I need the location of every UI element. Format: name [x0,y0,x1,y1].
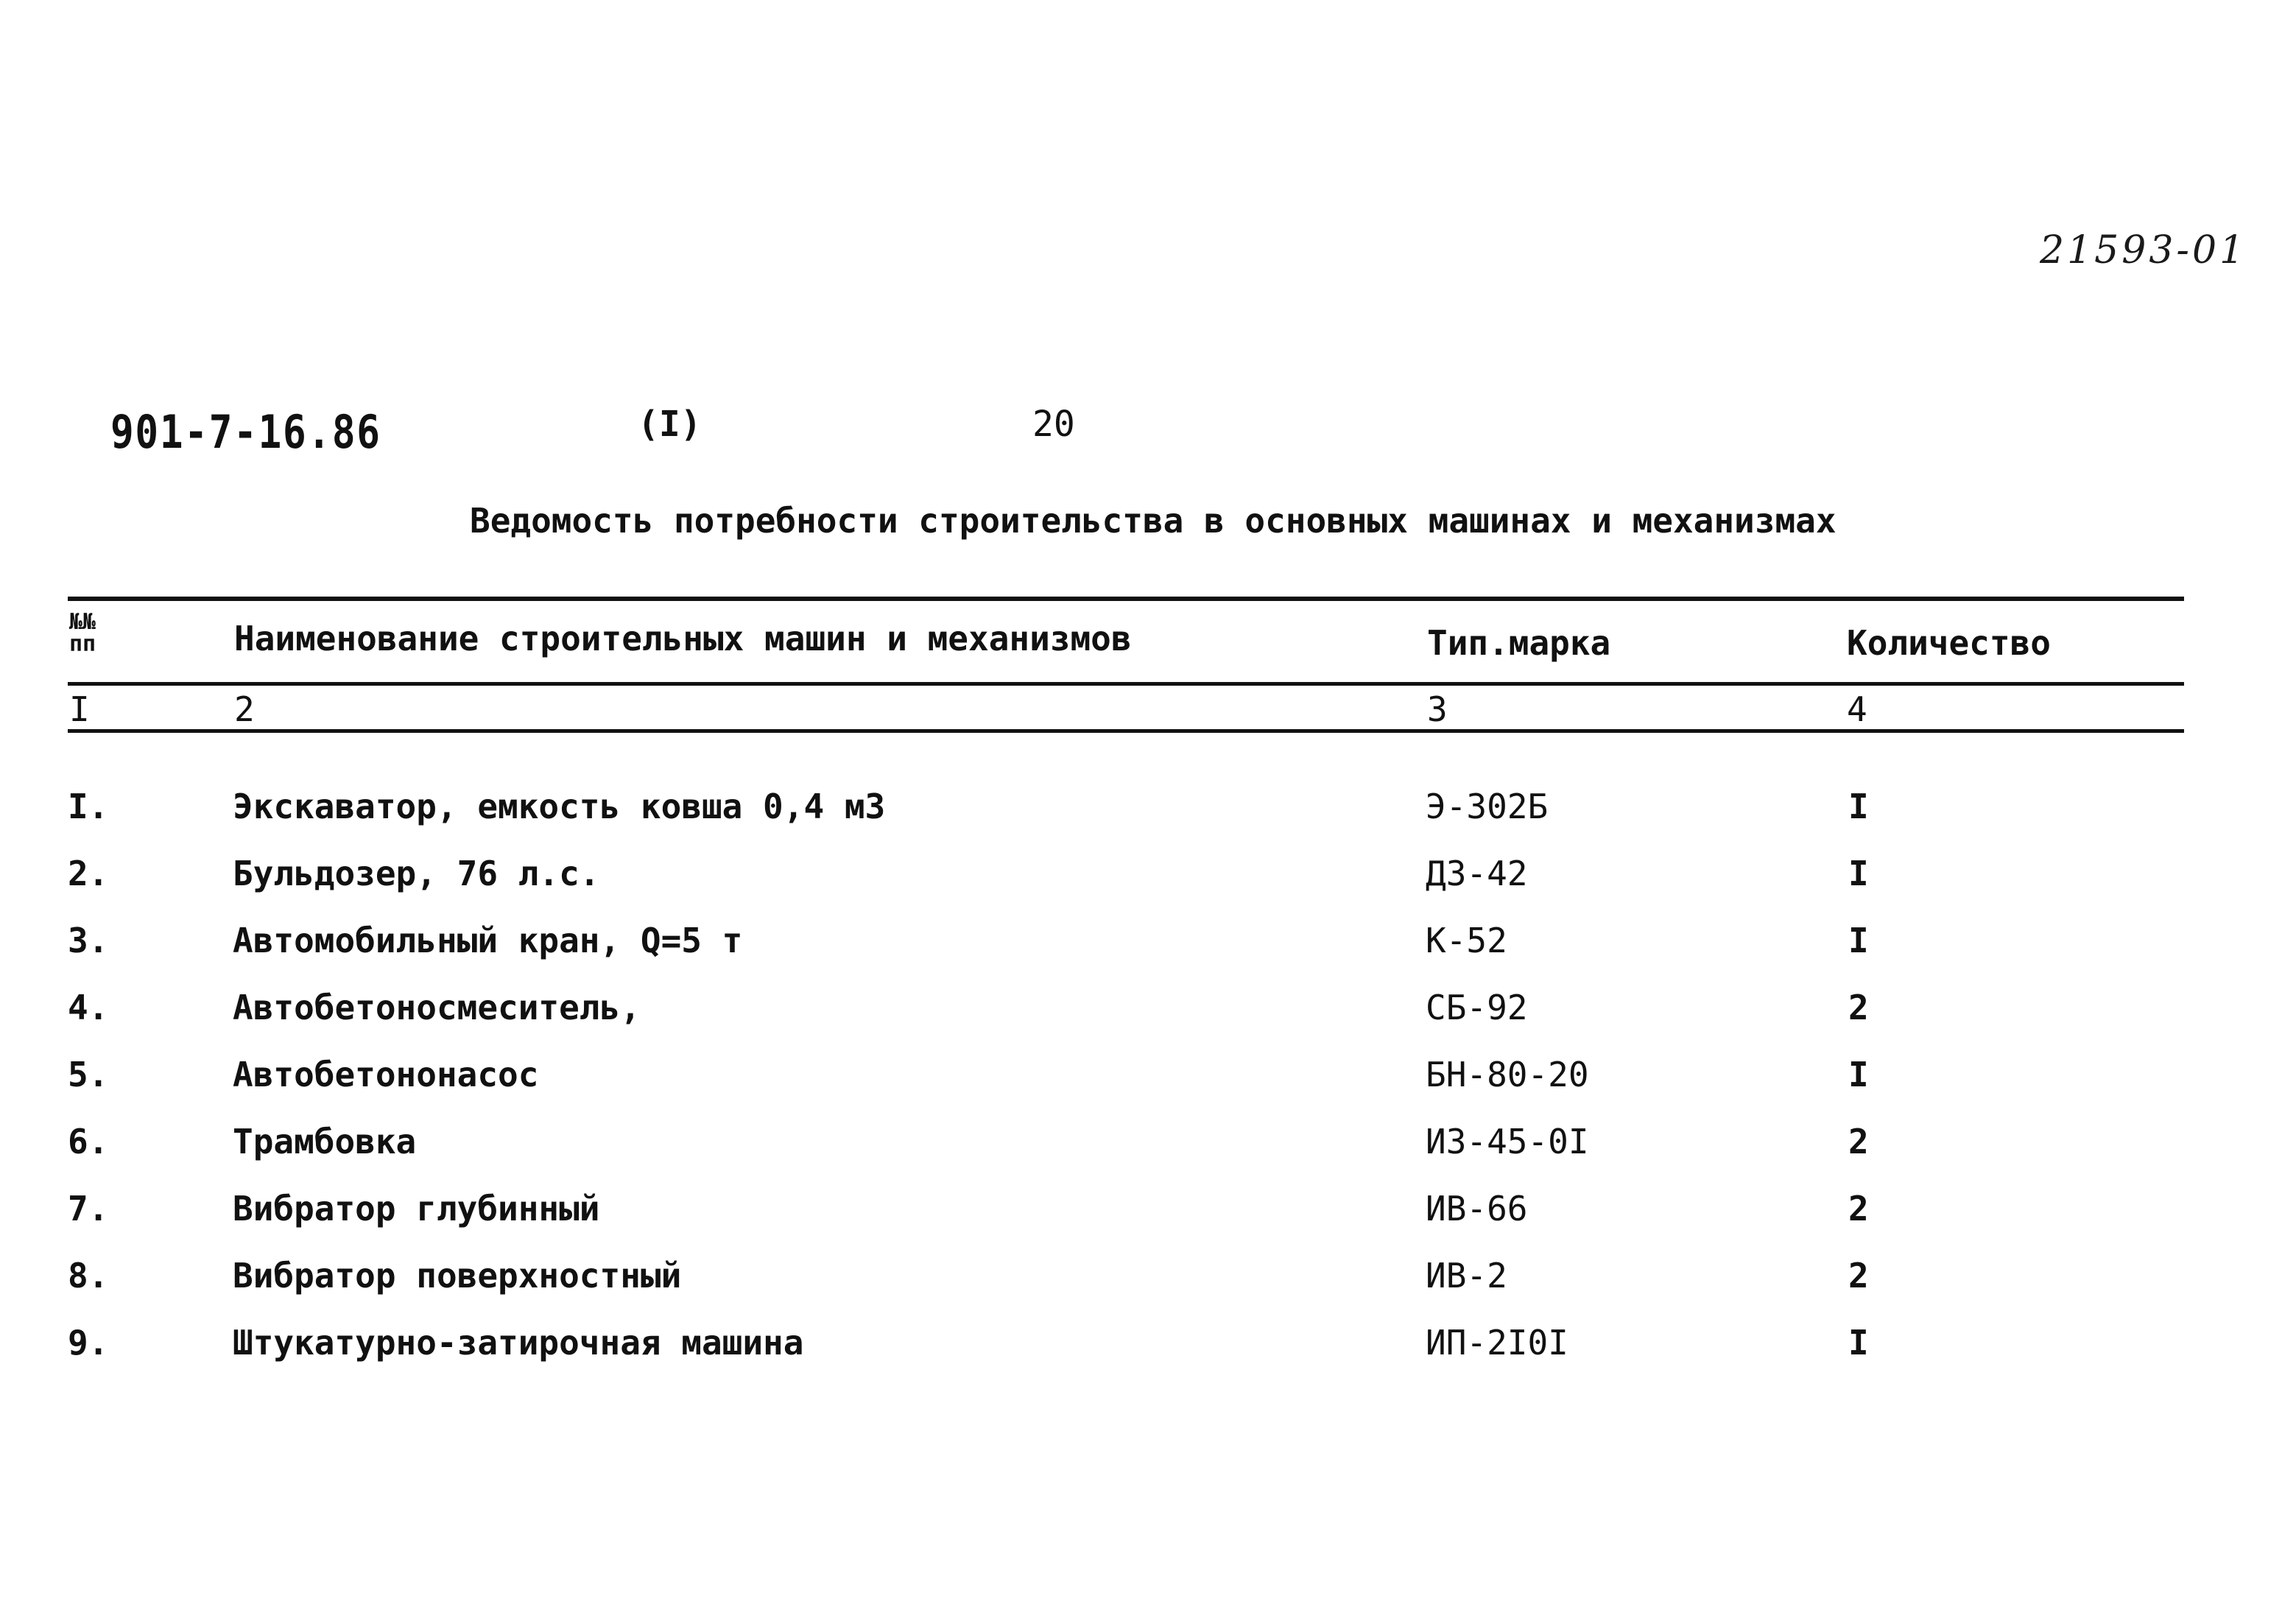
row-name: Бульдозер, 76 л.с. [233,854,600,893]
column-number-1: I [69,689,90,729]
header-number: №№ пп [69,609,96,657]
row-type: СБ-92 [1426,988,1528,1027]
row-name: Вибратор глубинный [233,1189,600,1228]
row-name: Экскаватор, емкость ковша 0,4 м3 [233,787,886,826]
row-name: Автобетононасос [233,1055,539,1094]
table-row [0,787,2296,846]
row-name: Автобетоносмеситель, [233,988,641,1027]
row-number: 3. [68,921,109,960]
column-number-2: 2 [234,689,255,729]
row-quantity: I [1848,921,1869,960]
row-number: I. [68,787,109,826]
table-row [0,1323,2296,1382]
row-number: 4. [68,988,109,1027]
header-name: Наименование строительных машин и механизмов [234,619,1132,658]
header-type: Тип.марка [1427,623,1611,663]
table-columns-rule [68,729,2184,733]
row-quantity: I [1848,854,1869,893]
row-type: К-52 [1426,921,1507,960]
column-number-4: 4 [1847,689,1867,729]
row-quantity: I [1848,1055,1869,1094]
row-number: 8. [68,1256,109,1296]
document-title: Ведомость потребности строительства в основных машинах и механизмах [470,501,1837,541]
row-quantity: 2 [1848,1256,1869,1296]
row-type: ИВ-2 [1426,1256,1507,1296]
table-top-rule [68,597,2184,601]
part-number: (I) [638,404,702,445]
row-number: 2. [68,854,109,893]
row-name: Вибратор поверхностный [233,1256,682,1296]
page-number: 20 [1032,404,1075,445]
row-name: Штукатурно-затирочная машина [233,1323,804,1363]
row-name: Автомобильный кран, Q=5 т [233,921,743,960]
row-number: 7. [68,1189,109,1228]
row-number: 9. [68,1323,109,1363]
row-quantity: I [1848,787,1869,826]
row-quantity: 2 [1848,1122,1869,1161]
row-type: ДЗ-42 [1426,854,1528,893]
table-header-rule [68,682,2184,686]
row-type: ИП-2I0I [1426,1323,1568,1363]
row-type: ИЗ-45-0I [1426,1122,1589,1161]
table-row [0,988,2296,1047]
row-name: Трамбовка [233,1122,417,1161]
row-number: 5. [68,1055,109,1094]
row-type: БН-80-20 [1426,1055,1589,1094]
table-row [0,1122,2296,1181]
table-row [0,921,2296,980]
table-row [0,1256,2296,1315]
table-row [0,1055,2296,1114]
row-quantity: 2 [1848,1189,1869,1228]
row-quantity: I [1848,1323,1869,1363]
row-quantity: 2 [1848,988,1869,1027]
row-type: Э-302Б [1426,787,1549,826]
document-code: 901-7-16.86 [110,405,381,459]
row-number: 6. [68,1122,109,1161]
archive-stamp-number: 21593-01 [2040,228,2247,273]
row-type: ИВ-66 [1426,1189,1528,1228]
table-row [0,1189,2296,1248]
table-row [0,854,2296,913]
column-number-3: 3 [1427,689,1448,729]
header-quantity: Количество [1847,623,2051,663]
